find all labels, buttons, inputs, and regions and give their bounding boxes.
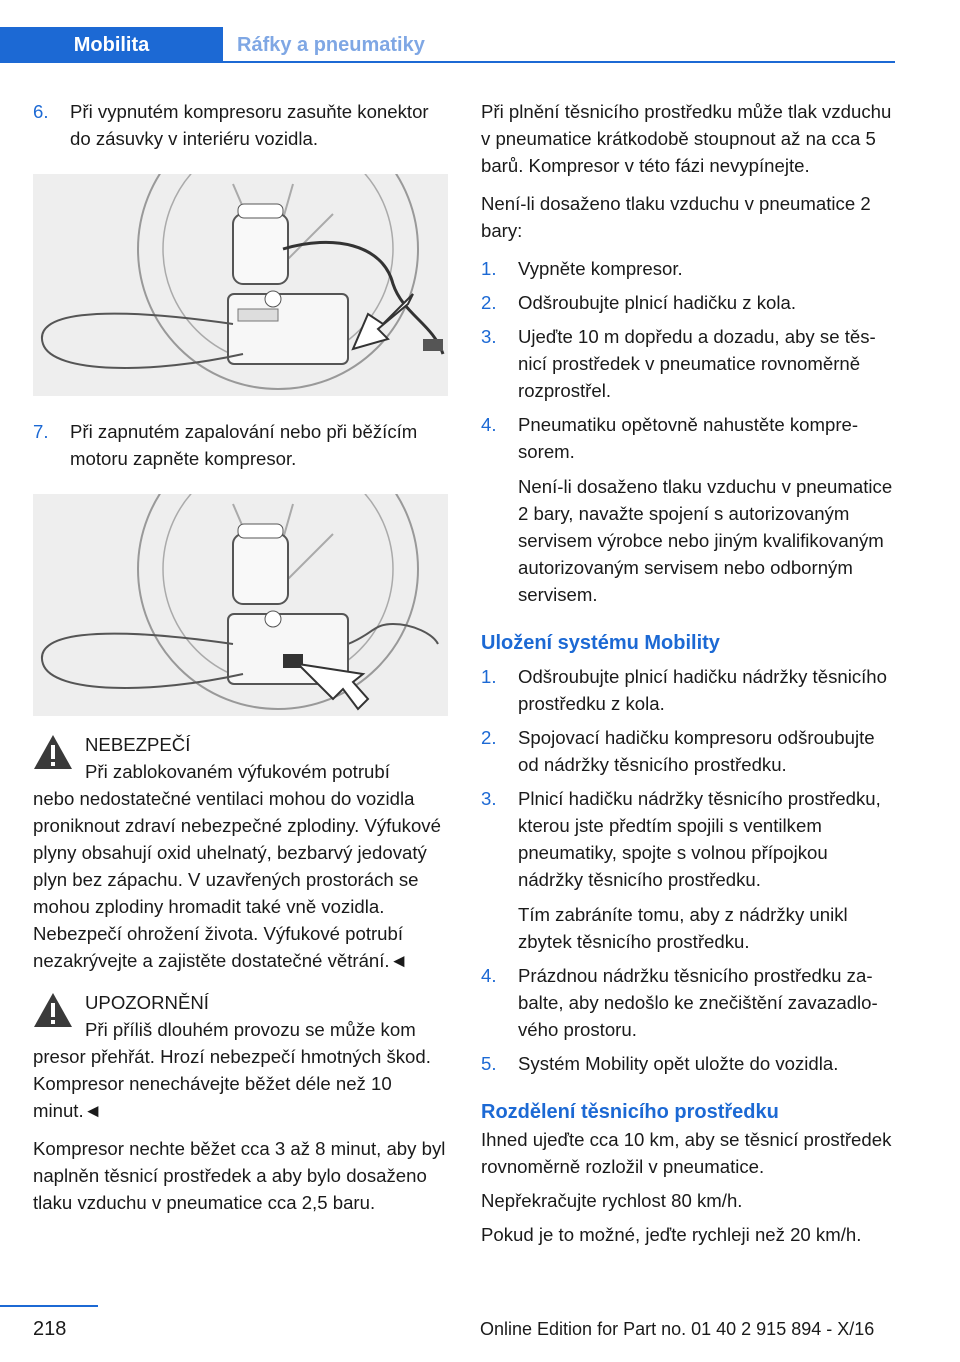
- header-bar: [0, 27, 895, 63]
- danger-text: nebo nedostatečné ventilaci mohou do vozidla proniknout zdraví nebezpečné zplodiny. Výfukové plyny obsahují oxid uhelnatý, bezbarvý jedovatý plyn bez zápachu. V uzavřených prostorách se mohou zplodiny hromadit také vně vozidla. Nebezpečí ohrožení života. Výfukové potrubí nezakrývejte a zajistěte dostatečné větrání.◄: [33, 788, 441, 971]
- list-item: [481, 663, 896, 717]
- step-subtext: Není-li dosaženo tlaku vzduchu v pneumatice 2 bary, navažte spojení s autorizovaným servisem výrobce nebo jiným kvalifikovaným autorizovaným servisem nebo odborným servisem.: [518, 476, 893, 605]
- step-text: Vypněte kompresor.: [518, 258, 683, 279]
- distribution-paragraph-3: Pokud je to možné, jeďte rychleji než 20 km/h.: [481, 1224, 862, 1245]
- steps-list-a: [481, 255, 896, 608]
- step-number: 2.: [481, 727, 497, 748]
- step-text: Pneumatiku opětovně nahustěte kompresorem.: [518, 414, 859, 462]
- step-text: Při vypnutém kompresoru zasuňte konektor do zásuvky v interiéru vozidla.: [70, 101, 429, 149]
- step-number: 4.: [481, 414, 497, 435]
- list-item: [481, 289, 896, 316]
- danger-notice: [33, 731, 448, 974]
- list-item: [481, 1050, 896, 1077]
- compressor-illustration-1: [33, 174, 448, 396]
- caution-text: presor přehřát. Hrozí nebezpečí hmotných škod. Kompresor nenechávejte běžet déle než 10 minut.◄: [33, 1046, 431, 1121]
- compressor-switch-illustration: [33, 494, 448, 716]
- step-number: 1.: [481, 666, 497, 687]
- intro-paragraph-1: Při plnění těsnicího prostředku může tlak vzduchu v pneumatice krátkodobě stoupnout až na cca 5 barů. Kompresor v této fázi nevypínejte.: [481, 101, 892, 176]
- step-number: 7.: [33, 421, 49, 442]
- footer-divider: [0, 1305, 98, 1307]
- page-number: 218: [33, 1318, 67, 1340]
- caution-text-first: Při příliš dlouhém provozu se může kom: [85, 1019, 416, 1040]
- step-number: 5.: [481, 1053, 497, 1074]
- list-item: [481, 323, 896, 404]
- step-text: Při zapnutém zapalování nebo při běžícím motoru zapněte kompresor.: [70, 421, 418, 469]
- step-number: 6.: [33, 101, 49, 122]
- compressor-connector-illustration: [33, 174, 448, 396]
- list-item: [481, 962, 896, 1043]
- step-text: Systém Mobility opět uložte do vozidla.: [518, 1053, 839, 1074]
- danger-title: NEBEZPEČÍ: [85, 734, 191, 755]
- section-heading-mobility-storage: Uložení systému Mobility: [481, 632, 720, 654]
- step-number: 1.: [481, 258, 497, 279]
- header-divider: [0, 61, 895, 63]
- left-column: [33, 98, 448, 1216]
- distribution-paragraph-1: Ihned ujeďte cca 10 km, aby se těsnicí prostředek rovnoměrně rozložil v pneumatice.: [481, 1129, 892, 1177]
- caution-title: UPOZORNĚNÍ: [85, 992, 209, 1013]
- distribution-paragraph-2: Nepřekračujte rychlost 80 km/h.: [481, 1190, 743, 1211]
- step-number: 3.: [481, 788, 497, 809]
- step-number: 4.: [481, 965, 497, 986]
- edition-footer: Online Edition for Part no. 01 40 2 915 894 - X/16: [480, 1319, 875, 1339]
- list-item: [481, 255, 896, 282]
- section-heading-sealant-distribution: Rozdělení těsnicího prostředku: [481, 1101, 779, 1123]
- step-text: Plnicí hadičku nádržky těsnicího prostředku, kterou jste předtím spojili s ventilkem pneumatiky, spojte s volnou přípojkou nádržky těsnicího prostředku.: [518, 788, 881, 890]
- warning-triangle-icon: [33, 734, 73, 770]
- right-column: [481, 98, 896, 1248]
- list-item: [481, 724, 896, 778]
- warning-triangle-icon: [33, 992, 73, 1028]
- list-item: [481, 411, 896, 608]
- steps-list-b: [481, 663, 896, 1077]
- step-number: 3.: [481, 326, 497, 347]
- tab-rafky-a-pneumatiky[interactable]: Ráfky a pneumatiky: [237, 33, 425, 56]
- step-text: Ujeďte 10 m dopředu a dozadu, aby se těsnicí prostředek v pneumatice rovnoměrně rozprostřel.: [518, 326, 876, 401]
- step-text: Spojovací hadičku kompresoru odšroubujte od nádržky těsnicího prostředku.: [518, 727, 875, 775]
- step-6: [33, 98, 448, 152]
- compressor-illustration-2: [33, 494, 448, 716]
- list-item: [481, 785, 896, 955]
- tab-mobilita[interactable]: Mobilita: [0, 27, 223, 63]
- step-text: Odšroubujte plnicí hadičku z kola.: [518, 292, 797, 313]
- step-7: [33, 418, 448, 472]
- intro-paragraph-2: Není-li dosaženo tlaku vzduchu v pneumatice 2 bary:: [481, 193, 871, 241]
- caution-notice: [33, 989, 448, 1124]
- step-number: 2.: [481, 292, 497, 313]
- danger-text-first: Při zablokovaném výfukovém potrubí: [85, 761, 390, 782]
- step-text: Prázdnou nádržku těsnicího prostředku zabalte, aby nedošlo ke znečištění zavazadlového prostoru.: [518, 965, 878, 1040]
- step-text: Odšroubujte plnicí hadičku nádržky těsnicího prostředku z kola.: [518, 666, 887, 714]
- step-subtext: Tím zabráníte tomu, aby z nádržky unikl zbytek těsnicího prostředku.: [518, 904, 848, 952]
- closing-paragraph: Kompresor nechte běžet cca 3 až 8 minut, aby byl naplněn těsnicí prostředek a aby bylo dosaženo tlaku vzduchu v pneumatice cca 2,5 baru.: [33, 1138, 446, 1213]
